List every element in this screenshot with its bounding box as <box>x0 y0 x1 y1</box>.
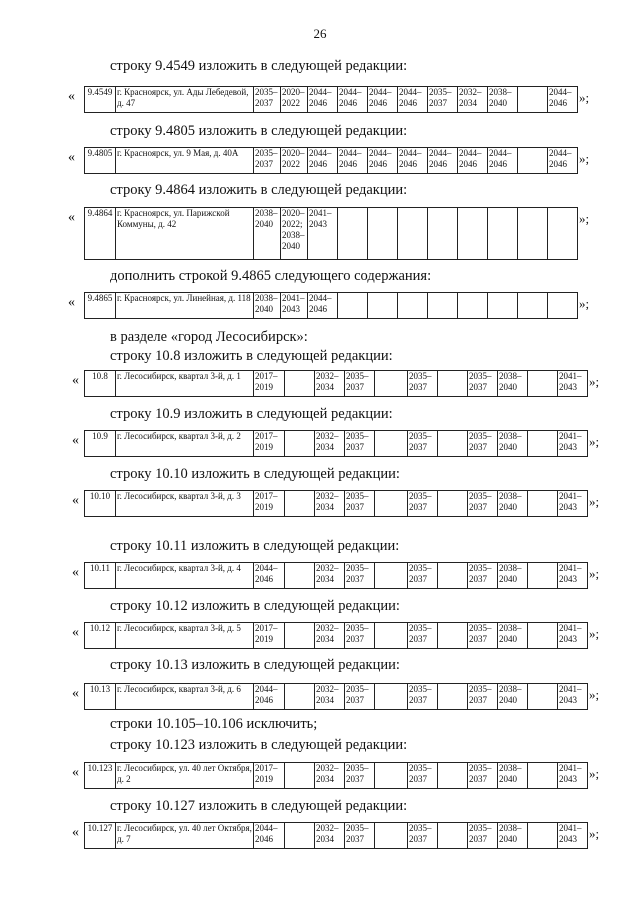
year-cell <box>375 623 408 649</box>
row-table <box>84 762 588 789</box>
year-cell: 2032–2034 <box>315 684 345 710</box>
year-cell: 2017–2019 <box>254 763 285 789</box>
row-table <box>84 683 588 710</box>
section-heading: строку 10.127 изложить в следующей редакции: <box>110 798 408 814</box>
row-number: 9.4865 <box>85 293 116 319</box>
year-cell: 2038–2040 <box>488 87 518 113</box>
year-cell: 2044–2046 <box>458 148 488 174</box>
table-row <box>85 563 588 589</box>
year-cell: 2044–2046 <box>368 148 398 174</box>
year-cell <box>438 763 468 789</box>
year-cell: 2035–2037 <box>428 87 458 113</box>
section-heading: строку 10.12 изложить в следующей редакции: <box>110 598 400 614</box>
row-table <box>84 490 588 517</box>
year-cell <box>438 371 468 397</box>
year-cell: 2032–2034 <box>315 763 345 789</box>
section-heading: строку 10.123 изложить в следующей редакции: <box>110 737 408 753</box>
section-heading: в разделе «город Лесосибирск»: <box>110 329 308 345</box>
table-row <box>85 431 588 457</box>
year-cell <box>428 208 458 260</box>
row-number: 10.127 <box>85 823 116 849</box>
table-row <box>85 371 588 397</box>
year-cell: 2035–2037 <box>254 148 281 174</box>
year-cell: 2035–2037 <box>408 431 438 457</box>
year-cell: 2044–2046 <box>368 87 398 113</box>
row-address: г. Лесосибирск, квартал 3-й, д. 4 <box>116 563 254 589</box>
closing-quote: »; <box>589 494 600 509</box>
closing-quote: »; <box>589 434 600 449</box>
year-cell <box>438 684 468 710</box>
year-cell: 2035–2037 <box>345 371 375 397</box>
year-cell <box>285 684 315 710</box>
year-cell <box>528 563 558 589</box>
year-cell: 2044–2046 <box>308 148 338 174</box>
opening-quote: « <box>68 295 75 310</box>
row-address: г. Красноярск, ул. Линейная, д. 118 <box>116 293 254 319</box>
closing-quote: »; <box>589 687 600 702</box>
section-heading: дополнить строкой 9.4865 следующего содержания: <box>110 268 432 284</box>
row-number: 9.4549 <box>85 87 116 113</box>
row-table <box>84 430 588 457</box>
year-cell: 2038–2040 <box>498 563 528 589</box>
row-number: 10.10 <box>85 491 116 517</box>
closing-quote: »; <box>589 826 600 841</box>
year-cell: 2044–2046 <box>548 148 578 174</box>
year-cell: 2035–2037 <box>468 823 498 849</box>
year-cell: 2035–2037 <box>468 563 498 589</box>
opening-quote: « <box>72 565 79 580</box>
year-cell: 2035–2037 <box>468 763 498 789</box>
year-cell <box>285 763 315 789</box>
year-cell: 2035–2037 <box>468 431 498 457</box>
year-cell: 2032–2034 <box>315 491 345 517</box>
row-number: 10.9 <box>85 431 116 457</box>
year-cell <box>488 208 518 260</box>
year-cell: 2035–2037 <box>468 623 498 649</box>
year-cell <box>398 293 428 319</box>
year-cell <box>285 563 315 589</box>
opening-quote: « <box>72 625 79 640</box>
year-cell <box>375 431 408 457</box>
table-row <box>85 148 578 174</box>
row-table <box>84 86 578 113</box>
table-row <box>85 763 588 789</box>
section-heading: строку 9.4805 изложить в следующей редакции: <box>110 123 408 139</box>
year-cell: 2038–2040 <box>498 491 528 517</box>
year-cell <box>528 431 558 457</box>
year-cell: 2035–2037 <box>345 623 375 649</box>
row-table <box>84 370 588 397</box>
year-cell: 2035–2037 <box>408 563 438 589</box>
year-cell: 2035–2037 <box>408 684 438 710</box>
year-cell: 2044–2046 <box>488 148 518 174</box>
year-cell: 2044–2046 <box>398 87 428 113</box>
year-cell: 2020–2022 <box>281 87 308 113</box>
year-cell <box>438 623 468 649</box>
year-cell <box>368 293 398 319</box>
year-cell: 2035–2037 <box>345 431 375 457</box>
closing-quote: »; <box>589 766 600 781</box>
year-cell <box>285 491 315 517</box>
year-cell: 2044–2046 <box>338 87 368 113</box>
year-cell: 2035–2037 <box>408 823 438 849</box>
row-number: 10.123 <box>85 763 116 789</box>
year-cell: 2035–2037 <box>468 371 498 397</box>
row-number: 10.12 <box>85 623 116 649</box>
year-cell <box>518 148 548 174</box>
opening-quote: « <box>72 373 79 388</box>
year-cell: 2038–2040 <box>498 823 528 849</box>
year-cell: 2035–2037 <box>468 491 498 517</box>
year-cell <box>285 431 315 457</box>
closing-quote: »; <box>579 90 590 105</box>
year-cell <box>518 208 548 260</box>
year-cell <box>338 293 368 319</box>
year-cell <box>375 763 408 789</box>
year-cell: 2041–2043 <box>308 208 338 260</box>
year-cell: 2038–2040 <box>498 684 528 710</box>
row-address: г. Красноярск, ул. Ады Лебедевой, д. 47 <box>116 87 254 113</box>
year-cell <box>438 563 468 589</box>
section-heading: строку 10.11 изложить в следующей редакции: <box>110 538 400 554</box>
section-heading: строку 10.8 изложить в следующей редакции: <box>110 348 393 364</box>
row-address: г. Лесосибирск, ул. 40 лет Октября, д. 2 <box>116 763 254 789</box>
closing-quote: »; <box>579 211 590 226</box>
year-cell <box>528 684 558 710</box>
year-cell <box>548 293 578 319</box>
year-cell <box>528 823 558 849</box>
year-cell: 2032–2034 <box>458 87 488 113</box>
year-cell <box>375 371 408 397</box>
opening-quote: « <box>72 825 79 840</box>
table-row <box>85 208 578 260</box>
year-cell: 2044–2046 <box>428 148 458 174</box>
row-number: 10.8 <box>85 371 116 397</box>
year-cell: 2044–2046 <box>254 563 285 589</box>
year-cell: 2044–2046 <box>398 148 428 174</box>
year-cell <box>368 208 398 260</box>
year-cell: 2032–2034 <box>315 371 345 397</box>
row-address: г. Лесосибирск, квартал 3-й, д. 6 <box>116 684 254 710</box>
year-cell: 2038–2040 <box>254 208 281 260</box>
row-number: 9.4864 <box>85 208 116 260</box>
year-cell <box>488 293 518 319</box>
year-cell: 2041–2043 <box>558 563 588 589</box>
year-cell <box>285 371 315 397</box>
year-cell <box>518 87 548 113</box>
year-cell: 2032–2034 <box>315 431 345 457</box>
year-cell <box>428 293 458 319</box>
closing-quote: »; <box>579 151 590 166</box>
year-cell: 2032–2034 <box>315 563 345 589</box>
year-cell <box>458 208 488 260</box>
row-table <box>84 207 578 260</box>
year-cell: 2035–2037 <box>408 491 438 517</box>
table-row <box>85 684 588 710</box>
year-cell: 2044–2046 <box>308 293 338 319</box>
year-cell <box>338 208 368 260</box>
table-row <box>85 491 588 517</box>
closing-quote: »; <box>589 566 600 581</box>
section-heading: строки 10.105–10.106 исключить; <box>110 716 318 732</box>
year-cell <box>548 208 578 260</box>
year-cell: 2044–2046 <box>548 87 578 113</box>
row-address: г. Лесосибирск, квартал 3-й, д. 3 <box>116 491 254 517</box>
year-cell: 2041–2043 <box>558 763 588 789</box>
closing-quote: »; <box>579 296 590 311</box>
opening-quote: « <box>72 493 79 508</box>
table-row <box>85 623 588 649</box>
row-address: г. Лесосибирск, квартал 3-й, д. 1 <box>116 371 254 397</box>
year-cell: 2044–2046 <box>308 87 338 113</box>
year-cell <box>528 763 558 789</box>
row-address: г. Красноярск, ул. Парижской Коммуны, д. 42 <box>116 208 254 260</box>
row-number: 9.4805 <box>85 148 116 174</box>
year-cell: 2035–2037 <box>345 763 375 789</box>
year-cell <box>458 293 488 319</box>
year-cell: 2041–2043 <box>558 684 588 710</box>
year-cell <box>398 208 428 260</box>
table-row <box>85 293 578 319</box>
year-cell <box>528 491 558 517</box>
row-table <box>84 147 578 174</box>
page-number: 26 <box>313 26 327 41</box>
year-cell: 2035–2037 <box>345 684 375 710</box>
year-cell: 2032–2034 <box>315 623 345 649</box>
section-heading: строку 10.9 изложить в следующей редакции: <box>110 406 393 422</box>
year-cell <box>375 563 408 589</box>
closing-quote: »; <box>589 626 600 641</box>
year-cell: 2041–2043 <box>558 431 588 457</box>
row-table <box>84 562 588 589</box>
year-cell: 2032–2034 <box>315 823 345 849</box>
year-cell: 2038–2040 <box>498 763 528 789</box>
row-address: г. Лесосибирск, ул. 40 лет Октября, д. 7 <box>116 823 254 849</box>
year-cell <box>285 623 315 649</box>
section-heading: строку 10.13 изложить в следующей редакции: <box>110 657 400 673</box>
year-cell: 2035–2037 <box>468 684 498 710</box>
year-cell <box>285 823 315 849</box>
year-cell <box>438 431 468 457</box>
year-cell: 2044–2046 <box>254 823 285 849</box>
year-cell: 2044–2046 <box>254 684 285 710</box>
year-cell <box>375 491 408 517</box>
year-cell: 2041–2043 <box>281 293 308 319</box>
year-cell: 2041–2043 <box>558 371 588 397</box>
year-cell <box>528 371 558 397</box>
row-table <box>84 622 588 649</box>
opening-quote: « <box>68 89 75 104</box>
row-table <box>84 822 588 849</box>
year-cell: 2035–2037 <box>408 763 438 789</box>
year-cell: 2017–2019 <box>254 371 285 397</box>
year-cell: 2020–2022; 2038–2040 <box>281 208 308 260</box>
year-cell: 2020–2022 <box>281 148 308 174</box>
row-address: г. Красноярск, ул. 9 Мая, д. 40А <box>116 148 254 174</box>
year-cell: 2017–2019 <box>254 623 285 649</box>
year-cell: 2035–2037 <box>345 563 375 589</box>
year-cell <box>528 623 558 649</box>
row-address: г. Лесосибирск, квартал 3-й, д. 5 <box>116 623 254 649</box>
row-number: 10.11 <box>85 563 116 589</box>
closing-quote: »; <box>589 374 600 389</box>
year-cell: 2035–2037 <box>345 491 375 517</box>
year-cell: 2017–2019 <box>254 431 285 457</box>
year-cell <box>518 293 548 319</box>
year-cell: 2038–2040 <box>498 431 528 457</box>
year-cell <box>438 823 468 849</box>
opening-quote: « <box>68 210 75 225</box>
year-cell: 2035–2037 <box>408 371 438 397</box>
table-row <box>85 87 578 113</box>
section-heading: строку 10.10 изложить в следующей редакции: <box>110 466 400 482</box>
year-cell: 2038–2040 <box>254 293 281 319</box>
year-cell <box>375 823 408 849</box>
year-cell: 2041–2043 <box>558 823 588 849</box>
opening-quote: « <box>68 150 75 165</box>
table-row <box>85 823 588 849</box>
opening-quote: « <box>72 686 79 701</box>
year-cell: 2035–2037 <box>254 87 281 113</box>
year-cell: 2044–2046 <box>338 148 368 174</box>
year-cell: 2035–2037 <box>408 623 438 649</box>
year-cell: 2017–2019 <box>254 491 285 517</box>
row-address: г. Лесосибирск, квартал 3-й, д. 2 <box>116 431 254 457</box>
year-cell: 2041–2043 <box>558 623 588 649</box>
row-number: 10.13 <box>85 684 116 710</box>
year-cell: 2041–2043 <box>558 491 588 517</box>
year-cell: 2038–2040 <box>498 623 528 649</box>
section-heading: строку 9.4549 изложить в следующей редакции: <box>110 58 408 74</box>
year-cell: 2038–2040 <box>498 371 528 397</box>
year-cell <box>438 491 468 517</box>
year-cell: 2035–2037 <box>345 823 375 849</box>
opening-quote: « <box>72 433 79 448</box>
opening-quote: « <box>72 765 79 780</box>
year-cell <box>375 684 408 710</box>
section-heading: строку 9.4864 изложить в следующей редакции: <box>110 182 408 198</box>
row-table <box>84 292 578 319</box>
